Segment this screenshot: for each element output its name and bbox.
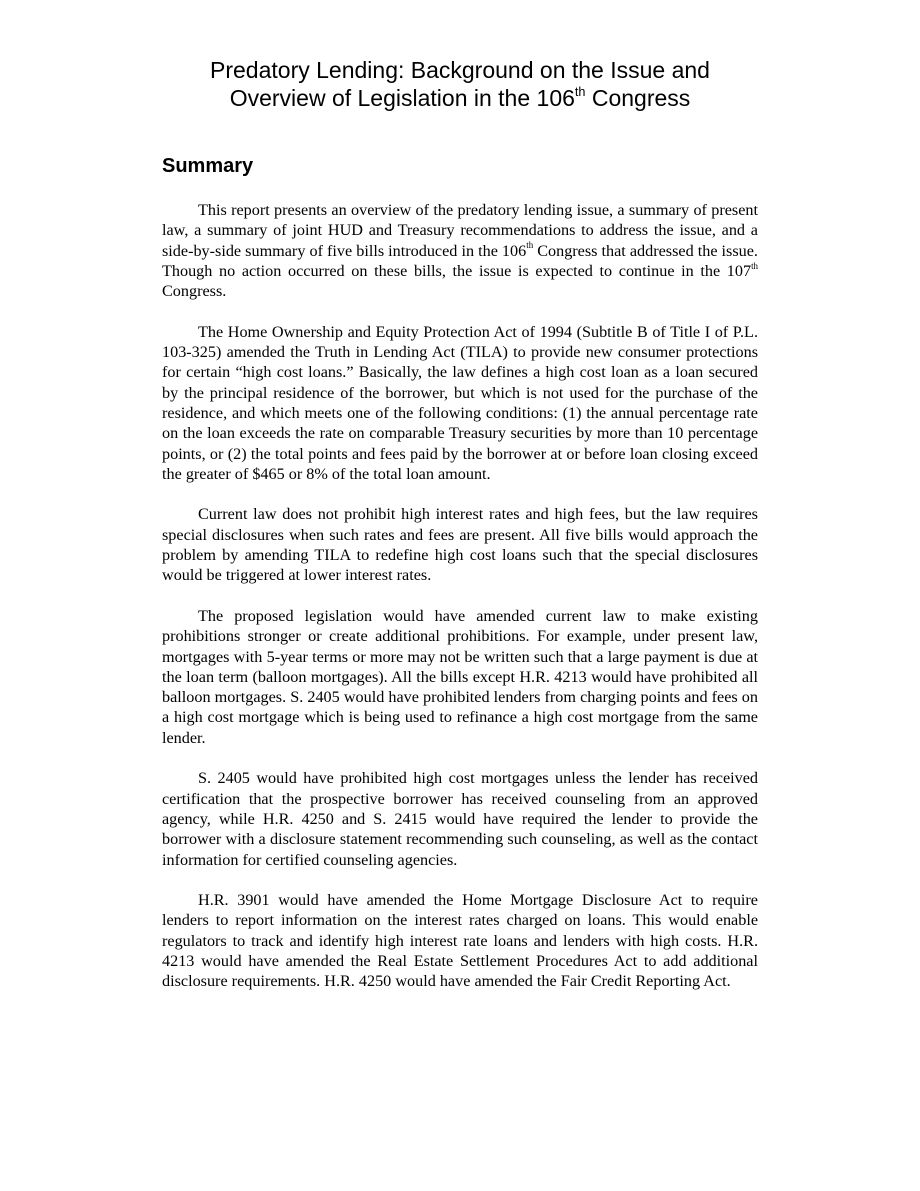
paragraph-1-part-b: Congress that addressed the issue. Though no action occurred on these bills, the issue is expected to continue in the 107 bbox=[162, 241, 758, 280]
summary-body bbox=[162, 200, 758, 992]
title-line-2-text: Overview of Legislation in the 106 bbox=[229, 85, 575, 111]
ordinal-suffix-107: th bbox=[751, 260, 758, 271]
paragraph-6: H.R. 3901 would have amended the Home Mortgage Disclosure Act to require lenders to report information on the interest rates charged on loans. This would enable regulators to track and identify high interest rate loans and lenders with high costs. H.R. 4213 would have amended the Real Estate Settlement Procedures Act to add additional disclosure requirements. H.R. 4250 would have amended the Fair Credit Reporting Act. bbox=[162, 891, 758, 991]
paragraph-1 bbox=[162, 200, 758, 301]
paragraph-1-part-c: Congress. bbox=[162, 282, 227, 301]
document-page bbox=[162, 0, 758, 992]
title-line-2 bbox=[162, 84, 758, 112]
title-ordinal-suffix: th bbox=[574, 85, 586, 100]
paragraph-5: S. 2405 would have prohibited high cost mortgages unless the lender has received certification that the prospective borrower has received counseling from an approved agency, while H.R. 4250 and S. 2415 would have required the lender to provide the borrower with a disclosure statement recommending such counseling, as well as the contact information for certified counseling agencies. bbox=[162, 769, 758, 869]
document-title bbox=[162, 56, 758, 112]
title-line-2-end: Congress bbox=[585, 85, 691, 111]
title-line-1: Predatory Lending: Background on the Issue and bbox=[210, 57, 710, 83]
ordinal-suffix-106: th bbox=[526, 240, 534, 251]
section-heading-summary: Summary bbox=[162, 155, 254, 177]
paragraph-1-part-a: This report presents an overview of the predatory lending issue, a summary of present law, a summary of joint HUD and Treasury recommendations to address the issue, and a side-by-side summary of five bills introduced in the 106 bbox=[162, 201, 758, 260]
paragraph-3: Current law does not prohibit high interest rates and high fees, but the law requires special disclosures when such rates and fees are present. All five bills would approach the problem by amending TILA to redefine high cost loans such that the special disclosures would be triggered at lower interest rates. bbox=[162, 505, 758, 585]
paragraph-4: The proposed legislation would have amended current law to make existing prohibitions stronger or create additional prohibitions. For example, under present law, mortgages with 5-year terms or more may not be written such that a large payment is due at the loan term (balloon mortgages). All the bills except H.R. 4213 would have prohibited all balloon mortgages. S. 2405 would have prohibited lenders from charging points and fees on a high cost mortgage which is being used to refinance a high cost mortgage from the same lender. bbox=[162, 606, 758, 747]
paragraph-2: The Home Ownership and Equity Protection Act of 1994 (Subtitle B of Title I of P.L. 103-325) amended the Truth in Lending Act (TILA) to provide new consumer protections for certain “high cost loans.” Basically, the law defines a high cost loan as a loan secured by the principal residence of the borrower, but which is not used for the purchase of the residence, and which meets one of the following conditions: (1) the annual percentage rate on the loan exceeds the rate on comparable Treasury securities by more than 10 percentage points, or (2) the total points and fees paid by the borrower at or before loan closing exceed the greater of $465 or 8% of the total loan amount. bbox=[162, 322, 758, 483]
